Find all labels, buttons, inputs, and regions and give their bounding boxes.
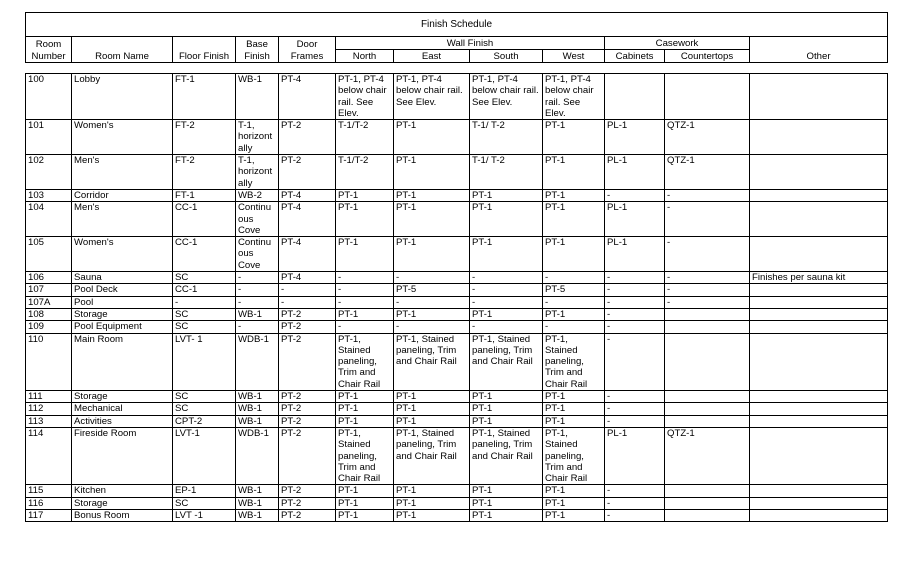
header-west: West <box>543 50 605 63</box>
base-finish-cell: WB-2 <box>236 189 279 201</box>
wall-east-cell: PT-1 <box>394 509 470 521</box>
floor-finish-cell: SC <box>173 308 236 320</box>
cabinets-cell: - <box>605 391 665 403</box>
door-frames-cell: - <box>279 296 336 308</box>
wall-north-cell: - <box>336 296 394 308</box>
other-cell <box>750 296 888 308</box>
wall-south-cell: PT-1 <box>470 403 543 415</box>
wall-west-cell: PT-1 <box>543 497 605 509</box>
table-row <box>26 427 888 484</box>
wall-north-cell: PT-1 <box>336 497 394 509</box>
wall-south-cell: PT-1 <box>470 189 543 201</box>
header-east: East <box>394 50 470 63</box>
other-cell <box>750 74 888 120</box>
table-row <box>26 296 888 308</box>
schedule-title: Finish Schedule <box>26 13 888 37</box>
floor-finish-cell: LVT-1 <box>173 427 236 484</box>
countertops-cell: QTZ-1 <box>665 120 750 155</box>
table-row <box>26 415 888 427</box>
base-finish-cell: WB-1 <box>236 403 279 415</box>
table-row <box>26 333 888 390</box>
cabinets-cell: PL-1 <box>605 120 665 155</box>
room-name-cell: Women's <box>72 237 173 272</box>
other-cell <box>750 237 888 272</box>
base-finish-cell: T-1, horizontally <box>236 120 279 155</box>
wall-west-cell: PT-1 <box>543 237 605 272</box>
cabinets-cell: - <box>605 272 665 284</box>
wall-east-cell: PT-1 <box>394 415 470 427</box>
table-row <box>26 74 888 120</box>
header-door-frames: Door Frames <box>279 37 336 63</box>
room-name-cell: Mechanical <box>72 403 173 415</box>
wall-west-cell: PT-1 <box>543 155 605 190</box>
base-finish-cell: WB-1 <box>236 391 279 403</box>
wall-east-cell: PT-1 <box>394 391 470 403</box>
other-cell: Finishes per sauna kit <box>750 272 888 284</box>
floor-finish-cell: FT-1 <box>173 189 236 201</box>
header-north: North <box>336 50 394 63</box>
wall-north-cell: PT-1 <box>336 237 394 272</box>
header-room-name: Room Name <box>72 37 173 63</box>
wall-west-cell: PT-1 <box>543 189 605 201</box>
room-name-cell: Main Room <box>72 333 173 390</box>
wall-west-cell: PT-1, Stained paneling, Trim and Chair Rail <box>543 333 605 390</box>
wall-north-cell: - <box>336 321 394 333</box>
base-finish-cell: - <box>236 284 279 296</box>
table-row <box>26 237 888 272</box>
door-frames-cell: PT-2 <box>279 485 336 497</box>
header-south: South <box>470 50 543 63</box>
table-row <box>26 202 888 237</box>
room-name-cell: Activities <box>72 415 173 427</box>
room-name-cell: Bonus Room <box>72 509 173 521</box>
floor-finish-cell: LVT- 1 <box>173 333 236 390</box>
base-finish-cell: Continuous Cove <box>236 237 279 272</box>
header-spacer <box>26 63 888 74</box>
countertops-cell <box>665 497 750 509</box>
base-finish-cell: WB-1 <box>236 308 279 320</box>
wall-east-cell: PT-1 <box>394 237 470 272</box>
wall-south-cell: PT-1 <box>470 509 543 521</box>
wall-north-cell: T-1/T-2 <box>336 120 394 155</box>
wall-west-cell: PT-5 <box>543 284 605 296</box>
room-number-cell: 103 <box>26 189 72 201</box>
countertops-cell: - <box>665 189 750 201</box>
table-row <box>26 403 888 415</box>
table-row <box>26 284 888 296</box>
wall-north-cell: - <box>336 272 394 284</box>
wall-north-cell: T-1/T-2 <box>336 155 394 190</box>
countertops-cell: - <box>665 237 750 272</box>
room-number-cell: 117 <box>26 509 72 521</box>
room-number-cell: 113 <box>26 415 72 427</box>
wall-west-cell: PT-1 <box>543 391 605 403</box>
header-floor-finish: Floor Finish <box>173 37 236 63</box>
floor-finish-cell: CC-1 <box>173 284 236 296</box>
floor-finish-cell: FT-1 <box>173 74 236 120</box>
base-finish-cell: WB-1 <box>236 485 279 497</box>
base-finish-cell: - <box>236 321 279 333</box>
wall-north-cell: PT-1 <box>336 189 394 201</box>
room-name-cell: Sauna <box>72 272 173 284</box>
cabinets-cell: - <box>605 321 665 333</box>
base-finish-cell: - <box>236 272 279 284</box>
wall-west-cell: PT-1 <box>543 202 605 237</box>
cabinets-cell: - <box>605 284 665 296</box>
countertops-cell: - <box>665 202 750 237</box>
other-cell <box>750 427 888 484</box>
finish-schedule-table <box>25 12 888 522</box>
wall-south-cell: T-1/ T-2 <box>470 155 543 190</box>
room-number-cell: 106 <box>26 272 72 284</box>
room-number-cell: 107A <box>26 296 72 308</box>
room-name-cell: Lobby <box>72 74 173 120</box>
base-finish-cell: T-1, horizontally <box>236 155 279 190</box>
countertops-cell <box>665 308 750 320</box>
spacer-cell <box>26 63 888 74</box>
door-frames-cell: PT-2 <box>279 509 336 521</box>
door-frames-cell: PT-4 <box>279 189 336 201</box>
wall-west-cell: PT-1 <box>543 415 605 427</box>
room-name-cell: Pool Deck <box>72 284 173 296</box>
wall-south-cell: PT-1 <box>470 485 543 497</box>
room-name-cell: Storage <box>72 497 173 509</box>
other-cell <box>750 202 888 237</box>
cabinets-cell: - <box>605 308 665 320</box>
wall-north-cell: PT-1, PT-4 below chair rail. See Elev. <box>336 74 394 120</box>
header-casework: Casework <box>605 37 750 50</box>
room-name-cell: Pool <box>72 296 173 308</box>
countertops-cell: - <box>665 284 750 296</box>
schedule-body <box>26 74 888 522</box>
other-cell <box>750 333 888 390</box>
base-finish-cell: - <box>236 296 279 308</box>
table-row <box>26 485 888 497</box>
wall-east-cell: PT-1 <box>394 485 470 497</box>
header-base-finish: Base Finish <box>236 37 279 63</box>
finish-schedule-sheet <box>25 12 887 522</box>
room-name-cell: Kitchen <box>72 485 173 497</box>
countertops-cell <box>665 403 750 415</box>
wall-north-cell: - <box>336 284 394 296</box>
wall-south-cell: PT-1 <box>470 308 543 320</box>
other-cell <box>750 497 888 509</box>
wall-south-cell: PT-1 <box>470 391 543 403</box>
wall-south-cell: PT-1, PT-4 below chair rail. See Elev. <box>470 74 543 120</box>
other-cell <box>750 120 888 155</box>
header-wall-finish: Wall Finish <box>336 37 605 50</box>
room-number-cell: 109 <box>26 321 72 333</box>
countertops-cell <box>665 74 750 120</box>
wall-south-cell: - <box>470 296 543 308</box>
door-frames-cell: PT-2 <box>279 321 336 333</box>
wall-south-cell: PT-1, Stained paneling, Trim and Chair Rail <box>470 333 543 390</box>
other-cell <box>750 284 888 296</box>
room-name-cell: Fireside Room <box>72 427 173 484</box>
other-cell <box>750 485 888 497</box>
floor-finish-cell: EP-1 <box>173 485 236 497</box>
other-cell <box>750 308 888 320</box>
cabinets-cell: - <box>605 497 665 509</box>
base-finish-cell: Continuous Cove <box>236 202 279 237</box>
base-finish-cell: WB-1 <box>236 415 279 427</box>
room-name-cell: Men's <box>72 202 173 237</box>
room-number-cell: 105 <box>26 237 72 272</box>
table-row <box>26 120 888 155</box>
countertops-cell: - <box>665 272 750 284</box>
cabinets-cell: PL-1 <box>605 427 665 484</box>
room-number-cell: 108 <box>26 308 72 320</box>
door-frames-cell: PT-4 <box>279 202 336 237</box>
wall-south-cell: - <box>470 321 543 333</box>
countertops-cell: - <box>665 296 750 308</box>
cabinets-cell: PL-1 <box>605 202 665 237</box>
floor-finish-cell: SC <box>173 321 236 333</box>
countertops-cell: QTZ-1 <box>665 155 750 190</box>
table-row <box>26 509 888 521</box>
floor-finish-cell: FT-2 <box>173 120 236 155</box>
wall-north-cell: PT-1 <box>336 415 394 427</box>
wall-east-cell: PT-5 <box>394 284 470 296</box>
other-cell <box>750 415 888 427</box>
wall-south-cell: PT-1 <box>470 237 543 272</box>
wall-west-cell: PT-1 <box>543 403 605 415</box>
door-frames-cell: PT-4 <box>279 74 336 120</box>
door-frames-cell: - <box>279 284 336 296</box>
room-name-cell: Storage <box>72 391 173 403</box>
cabinets-cell: PL-1 <box>605 155 665 190</box>
room-number-cell: 111 <box>26 391 72 403</box>
floor-finish-cell: - <box>173 296 236 308</box>
header-countertops: Countertops <box>665 50 750 63</box>
cabinets-cell: - <box>605 333 665 390</box>
wall-east-cell: PT-1 <box>394 189 470 201</box>
base-finish-cell: WDB-1 <box>236 333 279 390</box>
door-frames-cell: PT-2 <box>279 497 336 509</box>
wall-north-cell: PT-1 <box>336 391 394 403</box>
wall-east-cell: PT-1 <box>394 120 470 155</box>
header-other: Other <box>750 37 888 63</box>
door-frames-cell: PT-2 <box>279 120 336 155</box>
room-name-cell: Men's <box>72 155 173 190</box>
table-row <box>26 391 888 403</box>
other-cell <box>750 155 888 190</box>
wall-east-cell: PT-1, Stained paneling, Trim and Chair Rail <box>394 427 470 484</box>
door-frames-cell: PT-2 <box>279 333 336 390</box>
room-number-cell: 114 <box>26 427 72 484</box>
wall-west-cell: - <box>543 272 605 284</box>
header-room-number: Room Number <box>26 37 72 63</box>
room-name-cell: Corridor <box>72 189 173 201</box>
wall-east-cell: PT-1 <box>394 497 470 509</box>
wall-west-cell: - <box>543 296 605 308</box>
wall-west-cell: PT-1 <box>543 485 605 497</box>
table-row <box>26 321 888 333</box>
room-number-cell: 101 <box>26 120 72 155</box>
countertops-cell <box>665 333 750 390</box>
door-frames-cell: PT-2 <box>279 415 336 427</box>
door-frames-cell: PT-4 <box>279 272 336 284</box>
room-number-cell: 110 <box>26 333 72 390</box>
wall-north-cell: PT-1, Stained paneling, Trim and Chair Rail <box>336 333 394 390</box>
cabinets-cell <box>605 74 665 120</box>
door-frames-cell: PT-2 <box>279 427 336 484</box>
table-row <box>26 497 888 509</box>
other-cell <box>750 509 888 521</box>
wall-south-cell: - <box>470 284 543 296</box>
table-row <box>26 308 888 320</box>
room-name-cell: Women's <box>72 120 173 155</box>
floor-finish-cell: SC <box>173 403 236 415</box>
table-row <box>26 155 888 190</box>
wall-south-cell: PT-1 <box>470 202 543 237</box>
countertops-cell <box>665 391 750 403</box>
wall-east-cell: PT-1 <box>394 155 470 190</box>
door-frames-cell: PT-4 <box>279 237 336 272</box>
room-number-cell: 115 <box>26 485 72 497</box>
door-frames-cell: PT-2 <box>279 155 336 190</box>
cabinets-cell: - <box>605 509 665 521</box>
wall-east-cell: PT-1, Stained paneling, Trim and Chair Rail <box>394 333 470 390</box>
wall-south-cell: - <box>470 272 543 284</box>
room-name-cell: Pool Equipment <box>72 321 173 333</box>
room-name-cell: Storage <box>72 308 173 320</box>
wall-north-cell: PT-1 <box>336 509 394 521</box>
door-frames-cell: PT-2 <box>279 391 336 403</box>
other-cell <box>750 403 888 415</box>
countertops-cell <box>665 509 750 521</box>
cabinets-cell: - <box>605 485 665 497</box>
cabinets-cell: - <box>605 296 665 308</box>
wall-east-cell: PT-1, PT-4 below chair rail. See Elev. <box>394 74 470 120</box>
wall-north-cell: PT-1 <box>336 485 394 497</box>
floor-finish-cell: CPT-2 <box>173 415 236 427</box>
door-frames-cell: PT-2 <box>279 403 336 415</box>
countertops-cell: QTZ-1 <box>665 427 750 484</box>
cabinets-cell: - <box>605 189 665 201</box>
wall-north-cell: PT-1 <box>336 308 394 320</box>
door-frames-cell: PT-2 <box>279 308 336 320</box>
wall-west-cell: PT-1, PT-4 below chair rail. See Elev. <box>543 74 605 120</box>
room-number-cell: 107 <box>26 284 72 296</box>
room-number-cell: 104 <box>26 202 72 237</box>
wall-west-cell: PT-1, Stained paneling, Trim and Chair Rail <box>543 427 605 484</box>
floor-finish-cell: SC <box>173 272 236 284</box>
floor-finish-cell: LVT -1 <box>173 509 236 521</box>
room-number-cell: 100 <box>26 74 72 120</box>
wall-south-cell: PT-1 <box>470 497 543 509</box>
floor-finish-cell: CC-1 <box>173 237 236 272</box>
countertops-cell <box>665 485 750 497</box>
header-cabinets: Cabinets <box>605 50 665 63</box>
wall-east-cell: - <box>394 321 470 333</box>
wall-west-cell: - <box>543 321 605 333</box>
wall-south-cell: PT-1 <box>470 415 543 427</box>
base-finish-cell: WB-1 <box>236 74 279 120</box>
table-row <box>26 189 888 201</box>
wall-east-cell: PT-1 <box>394 202 470 237</box>
wall-north-cell: PT-1 <box>336 403 394 415</box>
floor-finish-cell: SC <box>173 497 236 509</box>
other-cell <box>750 391 888 403</box>
floor-finish-cell: FT-2 <box>173 155 236 190</box>
wall-north-cell: PT-1, Stained paneling, Trim and Chair Rail <box>336 427 394 484</box>
wall-east-cell: - <box>394 296 470 308</box>
wall-west-cell: PT-1 <box>543 308 605 320</box>
floor-finish-cell: CC-1 <box>173 202 236 237</box>
wall-south-cell: T-1/ T-2 <box>470 120 543 155</box>
base-finish-cell: WB-1 <box>236 497 279 509</box>
room-number-cell: 102 <box>26 155 72 190</box>
other-cell <box>750 189 888 201</box>
other-cell <box>750 321 888 333</box>
wall-east-cell: PT-1 <box>394 308 470 320</box>
wall-east-cell: PT-1 <box>394 403 470 415</box>
countertops-cell <box>665 321 750 333</box>
cabinets-cell: - <box>605 403 665 415</box>
wall-west-cell: PT-1 <box>543 509 605 521</box>
floor-finish-cell: SC <box>173 391 236 403</box>
table-row <box>26 272 888 284</box>
countertops-cell <box>665 415 750 427</box>
cabinets-cell: PL-1 <box>605 237 665 272</box>
base-finish-cell: WDB-1 <box>236 427 279 484</box>
wall-east-cell: - <box>394 272 470 284</box>
wall-north-cell: PT-1 <box>336 202 394 237</box>
cabinets-cell: - <box>605 415 665 427</box>
room-number-cell: 112 <box>26 403 72 415</box>
wall-west-cell: PT-1 <box>543 120 605 155</box>
wall-south-cell: PT-1, Stained paneling, Trim and Chair Rail <box>470 427 543 484</box>
room-number-cell: 116 <box>26 497 72 509</box>
base-finish-cell: WB-1 <box>236 509 279 521</box>
